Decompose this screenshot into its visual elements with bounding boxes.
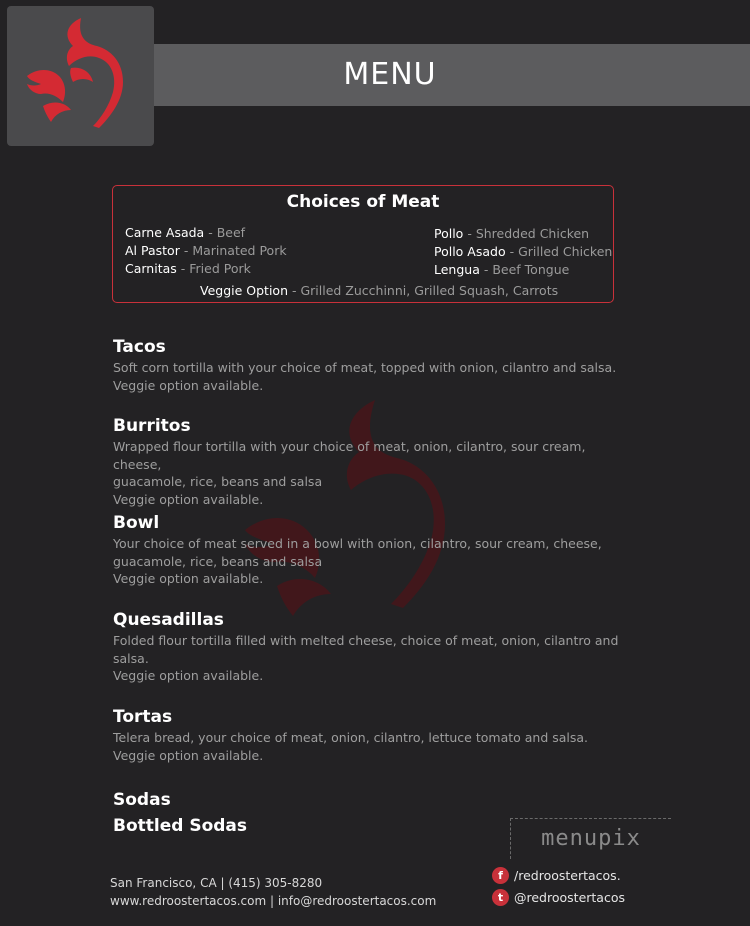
page-title: MENU <box>343 57 437 92</box>
meat-item: Pollo - Shredded Chicken <box>434 226 590 241</box>
meat-item: Carnitas - Fried Pork <box>125 261 251 276</box>
meat-choices-title: Choices of Meat <box>286 192 440 212</box>
meat-item: Carne Asada - Beef <box>125 225 246 240</box>
meat-item: Lengua - Beef Tongue <box>434 262 570 277</box>
section-title: Bowl <box>113 513 160 533</box>
section-title: Burritos <box>113 416 191 436</box>
menu-section-tortas <box>113 707 623 764</box>
footer-location: San Francisco, CA | (415) 305-8280 <box>110 876 323 890</box>
menu-section-bowl <box>113 513 623 588</box>
section-description: Telera bread, your choice of meat, onion, cilantro, lettuce tomato and salsa. Veggie option available. <box>113 730 589 763</box>
facebook-icon: f <box>492 867 509 884</box>
section-title: Tacos <box>113 337 166 357</box>
section-title: Sodas <box>113 790 171 810</box>
section-title: Quesadillas <box>113 610 224 630</box>
footer-contact <box>110 874 436 910</box>
menu-section-quesadillas <box>113 610 623 685</box>
twitter-link[interactable]: t @redroostertacos <box>492 886 625 908</box>
twitter-icon: t <box>492 889 509 906</box>
section-description: Wrapped flour tortilla with your choice of meat, onion, cilantro, sour cream, cheese, guacamole, rice, beans and salsa Veggie option available. <box>113 439 586 507</box>
section-title: Tortas <box>113 707 173 727</box>
section-description: Folded flour tortilla filled with melted cheese, choice of meat, onion, cilantro and salsa. Veggie option available. <box>113 633 619 683</box>
menu-section-sodas <box>113 787 247 839</box>
footer-social <box>492 864 625 908</box>
menu-section-burritos <box>113 416 623 508</box>
section-title: Bottled Sodas <box>113 816 248 836</box>
rooster-logo-icon <box>7 6 154 146</box>
facebook-link[interactable]: f /redroostertacos. <box>492 864 625 886</box>
menu-section-tacos <box>113 337 623 394</box>
meat-item: Al Pastor - Marinated Pork <box>125 243 287 258</box>
section-description: Your choice of meat served in a bowl with onion, cilantro, sour cream, cheese, guacamole, rice, beans and salsa Veggie option available. <box>113 536 602 586</box>
watermark: menupix <box>510 818 671 859</box>
footer-web-email[interactable]: www.redroostertacos.com | info@redroostertacos.com <box>110 894 437 908</box>
section-description: Soft corn tortilla with your choice of meat, topped with onion, cilantro and salsa. Veggie option available. <box>113 360 617 393</box>
meat-choices-box <box>112 185 614 303</box>
meat-item: Pollo Asado - Grilled Chicken <box>434 244 613 259</box>
logo <box>7 6 154 146</box>
veggie-option: Veggie Option - Grilled Zucchinni, Grilled Squash, Carrots <box>200 283 559 298</box>
